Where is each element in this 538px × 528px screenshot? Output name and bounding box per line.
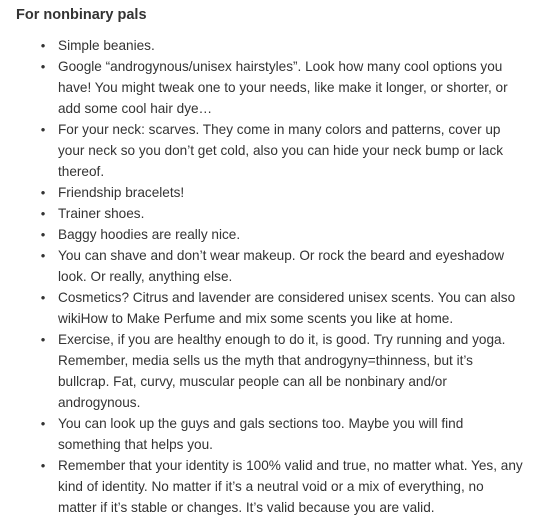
list-item [40, 224, 524, 245]
list-item [40, 182, 524, 203]
list-item-text: Remember that your identity is 100% valid and true, no matter what. Yes, any kind of identity. No matter if it’s a neutral void or a mix of everything, no matter if it’s stable or changes. It’s valid because you are valid. [58, 458, 523, 515]
list-item-text: Exercise, if you are healthy enough to do it, is good. Try running and yoga. Remember, media sells us the myth that androgyny=thinness, but it’s bullcrap. Fat, curvy, muscular people can all be nonbinary and/or androgynous. [58, 332, 506, 410]
bullet-icon: • [40, 206, 46, 221]
list-item [40, 56, 524, 119]
list-item [40, 245, 524, 287]
list-item-text: You can look up the guys and gals sections too. Maybe you will find something that helps you. [58, 416, 464, 452]
list-item [40, 287, 524, 329]
bullet-icon: • [40, 38, 46, 53]
list-item-text: Trainer shoes. [58, 206, 145, 221]
section-heading: For nonbinary pals [16, 7, 147, 23]
list-item [40, 203, 524, 224]
bullet-icon: • [40, 59, 46, 74]
list-item-text: You can shave and don’t wear makeup. Or rock the beard and eyeshadow look. Or really, anything else. [58, 248, 505, 284]
bullet-icon: • [40, 416, 46, 431]
bullet-icon: • [40, 185, 46, 200]
bullet-icon: • [40, 227, 46, 242]
list-item [40, 413, 524, 455]
list-item-text: Simple beanies. [58, 38, 155, 53]
tips-list [16, 35, 524, 518]
list-item-text: Google “androgynous/unisex hairstyles”. Look how many cool options you have! You might tweak one to your needs, like make it longer, or shorter, or add some cool hair dye… [58, 59, 508, 116]
list-item [40, 119, 524, 182]
list-item-text: Cosmetics? Citrus and lavender are considered unisex scents. You can also wikiHow to Make Perfume and mix some scents you like at home. [58, 290, 516, 326]
bullet-icon: • [40, 332, 46, 347]
bullet-icon: • [40, 248, 46, 263]
list-item-text: Friendship bracelets! [58, 185, 185, 200]
list-item [40, 329, 524, 413]
list-item-text: For your neck: scarves. They come in many colors and patterns, cover up your neck so you don’t get cold, also you can hide your neck bump or lack thereof. [58, 122, 504, 179]
bullet-icon: • [40, 290, 46, 305]
bullet-icon: • [40, 458, 46, 473]
list-item [40, 455, 524, 518]
list-item [40, 35, 524, 56]
bullet-icon: • [40, 122, 46, 137]
list-item-text: Baggy hoodies are really nice. [58, 227, 241, 242]
